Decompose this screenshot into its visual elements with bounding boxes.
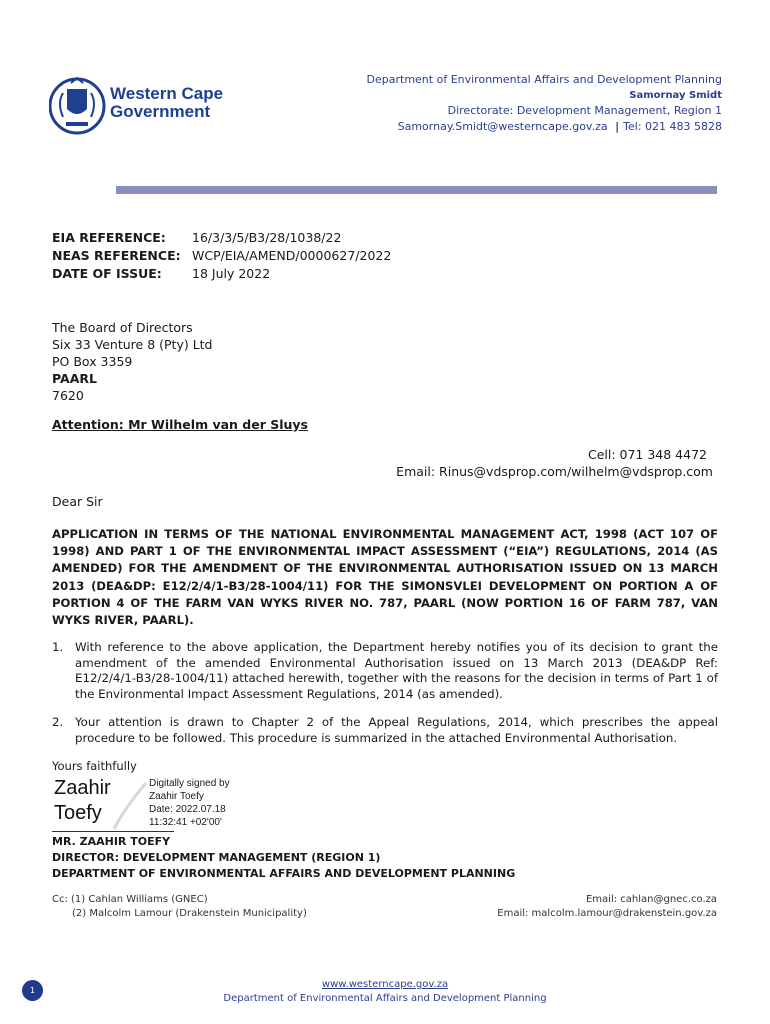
footer <box>0 978 770 1006</box>
footer-department: Department of Environmental Affairs and Development Planning <box>223 993 547 1004</box>
page-number: 1 <box>22 980 43 1001</box>
cc-email: Email: cahlan@gnec.co.za <box>585 894 717 905</box>
reference-row <box>52 247 391 265</box>
header-email-tel <box>367 119 722 135</box>
closing: Yours faithfully <box>52 759 137 773</box>
header-separator: | <box>615 119 620 133</box>
footer-url-link[interactable]: www.westerncape.gov.za <box>321 979 449 990</box>
logo-line-1: Western Cape <box>110 84 224 103</box>
paragraph-number: 1. <box>52 640 64 654</box>
signature-stroke-icon <box>106 781 152 831</box>
paragraph-text: Your attention is drawn to Chapter 2 of the Appeal Regulations, 2014, which prescribes the appeal procedure to be followed. This procedure is summarized in the attached Environmental Authorisation. <box>75 715 718 745</box>
header-person: Samornay Smidt <box>629 89 722 101</box>
signature-line <box>52 831 174 832</box>
cc-line: (2) Malcolm Lamour (Drakenstein Municipality) <box>72 908 307 919</box>
address-city: PAARL <box>52 371 97 386</box>
signer-department: DEPARTMENT OF ENVIRONMENTAL AFFAIRS AND DEVELOPMENT PLANNING <box>52 867 516 880</box>
reference-label: NEAS REFERENCE: <box>52 248 181 263</box>
signature-meta: Date: 2022.07.18 <box>149 804 226 815</box>
reference-label: DATE OF ISSUE: <box>52 266 162 281</box>
recipient-address <box>52 319 213 404</box>
logo-wordmark <box>110 85 223 121</box>
coat-of-arms-icon <box>49 73 107 139</box>
cc-list <box>52 893 307 921</box>
cc-emails <box>497 893 717 921</box>
signature-meta: Zaahir Toefy <box>149 791 204 802</box>
subject-heading: APPLICATION IN TERMS OF THE NATIONAL ENVIRONMENTAL MANAGEMENT ACT, 1998 (ACT 107 OF 1998) AND PART 1 OF THE ENVIRONMENTAL IMPACT ASSESSMENT (“EIA”) REGULATIONS, 2014 (AS AMENDED) FOR THE AMENDMENT OF THE ENVIRONMENTAL AUTHORISATION ISSUED ON 13 MARCH 2013 (DEA&DP: E12/2/4/1-B3/28-1004/11) FOR THE SIMONSVLEI DEVELOPMENT ON PORTION A OF PORTION 4 OF THE FARM VAN WYKS RIVER NO. 787, PAARL (NOW PORTION 16 OF FARM 787, VAN WYKS RIVER, PAARL). <box>52 527 718 628</box>
paragraph-2 <box>52 715 718 746</box>
recipient-cell: Cell: 071 348 4472 <box>587 447 707 462</box>
reference-value: WCP/EIA/AMEND/0000627/2022 <box>192 248 392 263</box>
paragraph-1 <box>52 640 718 702</box>
header-email[interactable]: Samornay.Smidt@westerncape.gov.za <box>397 119 608 133</box>
reference-value: 16/3/3/5/B3/28/1038/22 <box>192 230 342 245</box>
address-line: The Board of Directors <box>52 320 193 335</box>
logo-line-2: Government <box>110 102 211 121</box>
signature-details <box>149 777 230 829</box>
signature-first: Zaahir <box>54 777 111 799</box>
attention-line: Attention: Mr Wilhelm van der Sluys <box>52 417 308 432</box>
header-department: Department of Environmental Affairs and Development Planning <box>366 73 722 86</box>
signer-name: MR. ZAAHIR TOEFY <box>52 835 171 848</box>
signer-title: DIRECTOR: DEVELOPMENT MANAGEMENT (REGION 1) <box>52 851 381 864</box>
paragraph-text: With reference to the above application, the Department hereby notifies you of its decision to grant the amendment of the amended Environmental Authorisation issued on 13 March 2013 (DEA&DP Ref: E12/2/4/1-B3/28-1004/11) attached herewith, together with the reasons for the decision in terms of Part 1 of the Environmental Impact Assessment Regulations, 2014 (as amended). <box>75 640 718 701</box>
reference-row <box>52 229 391 247</box>
reference-row <box>52 265 391 283</box>
header-tel: Tel: 021 483 5828 <box>623 119 722 133</box>
address-line: PO Box 3359 <box>52 354 133 369</box>
address-line: Six 33 Venture 8 (Pty) Ltd <box>52 337 213 352</box>
signature-meta: 11:32:41 +02'00' <box>149 817 222 828</box>
cc-email: Email: malcolm.lamour@drakenstein.gov.za <box>497 908 717 919</box>
salutation: Dear Sir <box>52 494 103 509</box>
signature-meta: Digitally signed by <box>149 778 230 789</box>
signature-name <box>54 776 111 826</box>
reference-label: EIA REFERENCE: <box>52 230 166 245</box>
cc-line: Cc: (1) Cahlan Williams (GNEC) <box>52 894 208 905</box>
header-directorate: Directorate: Development Management, Region 1 <box>447 104 722 117</box>
reference-value: 18 July 2022 <box>192 266 271 281</box>
address-code: 7620 <box>52 388 84 403</box>
signature-last: Toefy <box>54 802 102 824</box>
reference-block <box>52 229 391 283</box>
signer-block <box>52 834 515 882</box>
recipient-contact <box>396 446 713 480</box>
header-divider <box>116 186 717 194</box>
recipient-email: Email: Rinus@vdsprop.com/wilhelm@vdsprop.com <box>396 464 713 479</box>
paragraph-number: 2. <box>52 715 64 729</box>
letterhead-contact <box>367 72 722 134</box>
